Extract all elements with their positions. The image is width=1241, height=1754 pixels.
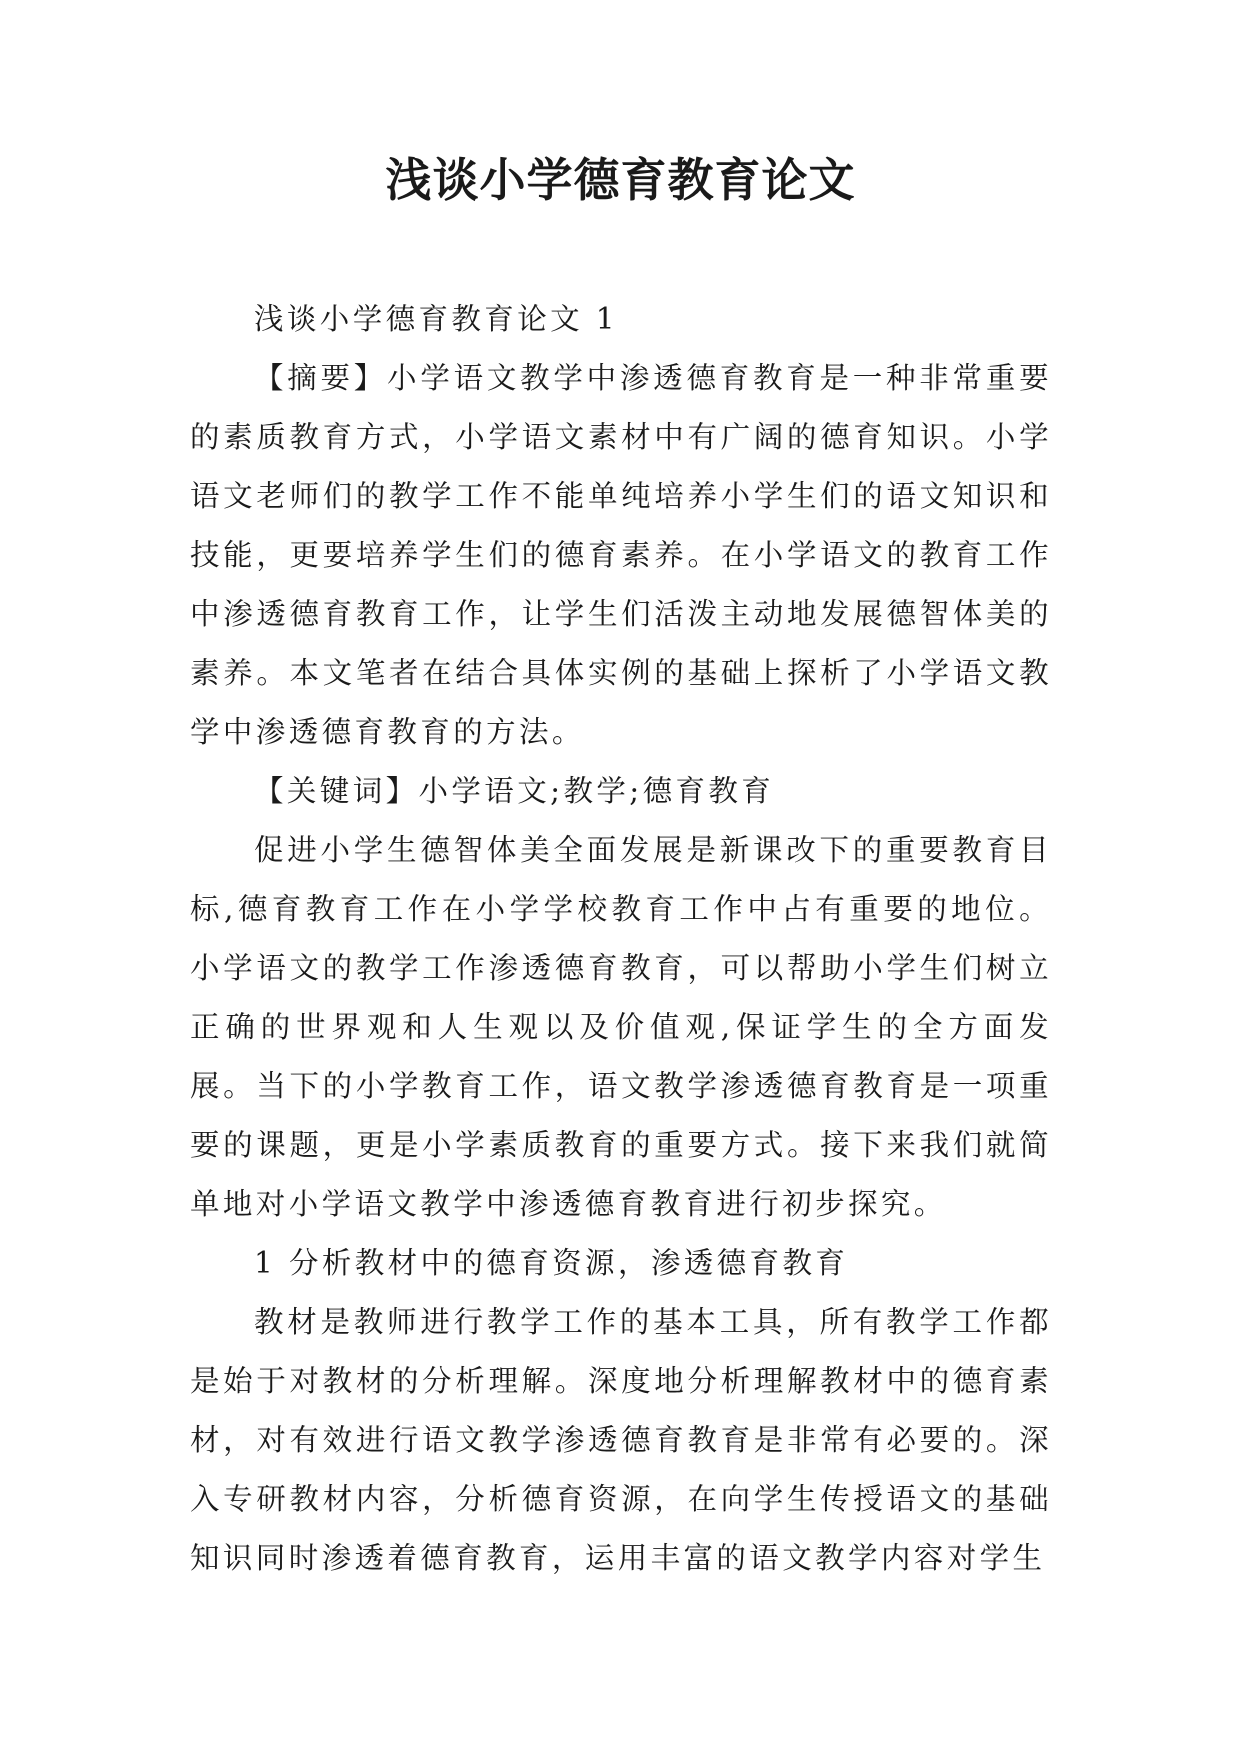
document-body: [190, 290, 1052, 1588]
subtitle-paragraph: 浅谈小学德育教育论文 1: [254, 302, 618, 336]
section-heading: 1 分析教材中的德育资源，渗透德育教育: [254, 1246, 849, 1280]
keywords-paragraph: 【关键词】小学语文;教学;德育教育: [254, 774, 775, 808]
intro-paragraph: 促进小学生德智体美全面发展是新课改下的重要教育目标,德育教育工作在小学学校教育工作中占有重要的地位。小学语文的教学工作渗透德育教育，可以帮助小学生们树立正确的世界观和人生观以及价值观,保证学生的全方面发展。当下的小学教育工作，语文教学渗透德育教育是一项重要的课题，更是小学素质教育的重要方式。接下来我们就简单地对小学语文教学中渗透德育教育进行初步探究。: [190, 833, 1052, 1221]
document-title: 浅谈小学德育教育论文: [385, 153, 856, 207]
abstract-paragraph: 【摘要】小学语文教学中渗透德育教育是一种非常重要的素质教育方式，小学语文素材中有广阔的德育知识。小学语文老师们的教学工作不能单纯培养小学生们的语文知识和技能，更要培养学生们的德育素养。在小学语文的教育工作中渗透德育教育工作，让学生们活泼主动地发展德智体美的素养。本文笔者在结合具体实例的基础上探析了小学语文教学中渗透德育教育的方法。: [190, 361, 1052, 749]
body-paragraph: 教材是教师进行教学工作的基本工具，所有教学工作都是始于对教材的分析理解。深度地分析理解教材中的德育素材，对有效进行语文教学渗透德育教育是非常有必要的。深入专研教材内容，分析德育资源，在向学生传授语文的基础知识同时渗透着德育教育，运用丰富的语文教学内容对学生: [190, 1305, 1052, 1575]
